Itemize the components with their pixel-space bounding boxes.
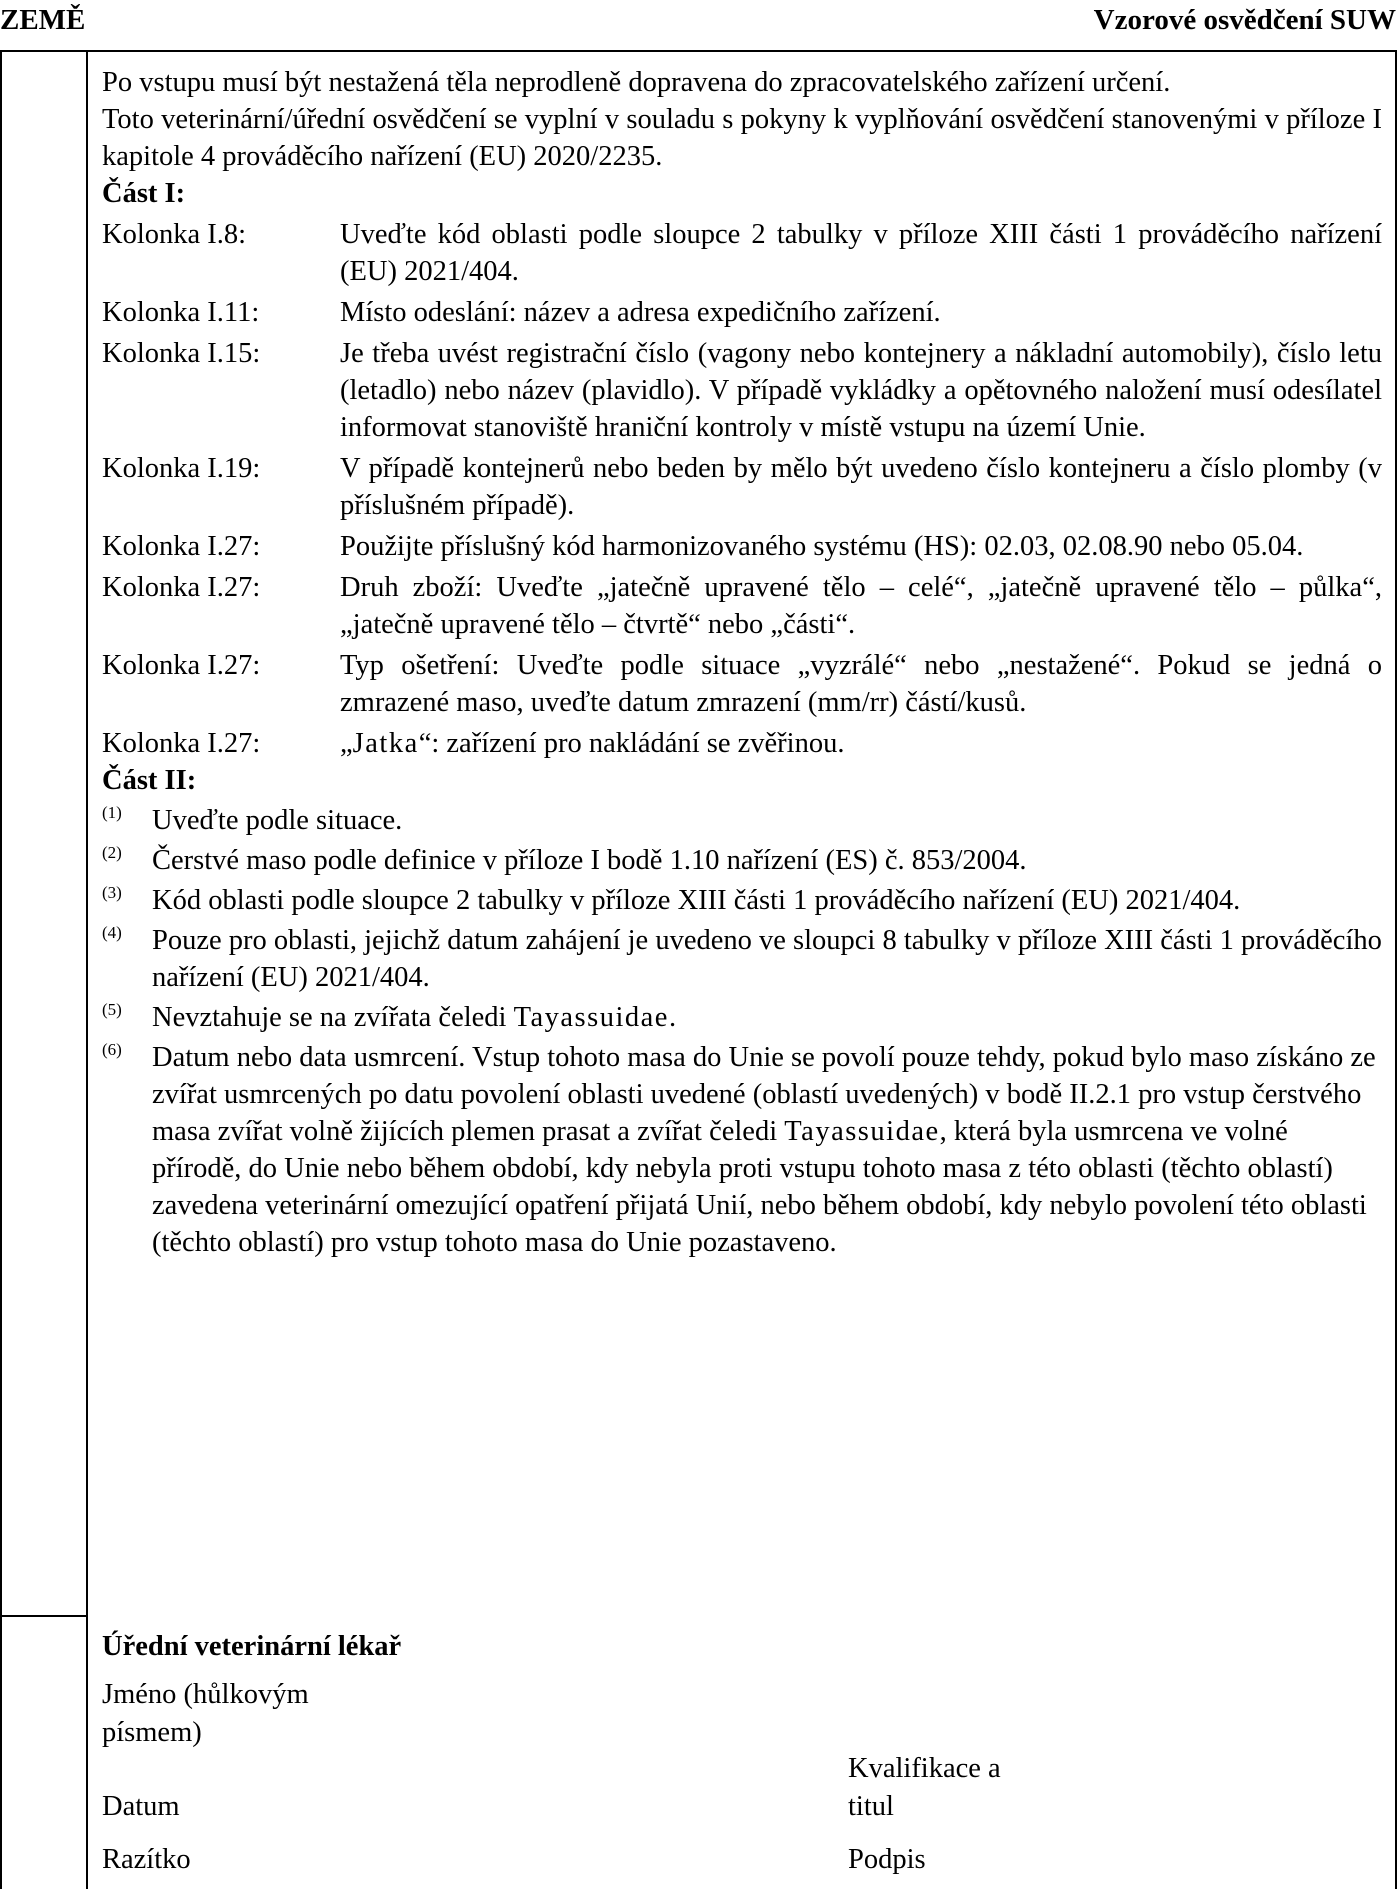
row-text-post: “: zařízení pro nakládání se zvěřinou.	[418, 728, 845, 759]
header-country: ZEMĚ	[0, 4, 86, 36]
footnote-text: Pouze pro oblasti, jejichž datum zahájení je uvedeno ve sloupci 8 tabulky v příloze XIII části 1 prováděcího nařízení (EU) 2021/404.	[152, 925, 1382, 993]
row-text: Typ ošetření: Uveďte podle situace „vyzrálé“ nebo „nestažené“. Pokud se jedná o zmrazené maso, uveďte datum zmrazení (mm/rr) částí/kusů.	[340, 650, 1382, 718]
part1-row	[102, 335, 1382, 446]
part1-row	[102, 725, 1382, 762]
row-label: Kolonka I.27:	[102, 531, 261, 562]
row-text: V případě kontejnerů nebo beden by mělo být uvedeno číslo kontejneru a číslo plomby (v příslušném případě).	[340, 453, 1382, 521]
footnote	[102, 802, 1382, 839]
footnote-text-pre: Nevztahuje se na zvířata čeledi	[152, 1002, 514, 1033]
row-text: Je třeba uvést registrační číslo (vagony nebo kontejnery a nákladní automobily), číslo letu (letadlo) nebo název (plavidlo). V případě vykládky a opětovného naložení musí odesílatel informovat stanoviště hraniční kontroly v místě vstupu na území Unie.	[340, 338, 1382, 443]
footnote	[102, 1039, 1382, 1261]
qualification-field-label: Kvalifikace a titul	[848, 1753, 1001, 1822]
intro-line-2: Toto veterinární/úřední osvědčení se vyplní v souladu s pokyny k vyplňování osvědčení stanovenými v příloze I kapitole 4 prováděcího nařízení (EU) 2020/2235.	[102, 104, 1382, 172]
footnote	[102, 842, 1382, 879]
row-text: Místo odeslání: název a adresa expedičního zařízení.	[340, 297, 941, 328]
footnote-text	[152, 999, 1382, 1036]
footnote-mark: (6)	[102, 1040, 122, 1059]
footnote-text: Čerstvé maso podle definice v příloze I bodě 1.10 nařízení (ES) č. 853/2004.	[152, 845, 1027, 876]
row-label: Kolonka I.27:	[102, 650, 261, 681]
footnote-text: Uveďte podle situace.	[152, 805, 403, 836]
section-divider	[0, 1615, 88, 1617]
row-text: Druh zboží: Uveďte „jatečně upravené tělo – celé“, „jatečně upravené tělo – půlka“, „jatečně upravené tělo – čtvrtě“ nebo „části“.	[340, 572, 1382, 640]
footnote-text: Kód oblasti podle sloupce 2 tabulky v příloze XIII části 1 prováděcího nařízení (EU) 2021/404.	[152, 885, 1241, 916]
signature-block	[102, 1628, 1382, 1875]
footnote-text-b: , která byla usmrcena ve volné přírodě, do Unie nebo během období, kdy nebyla proti vstupu tohoto masa z této oblasti (těchto oblastí) zavedena veterinární omezující opatření přijatá Unií, nebo během období, kdy nebylo povolení této oblasti (těchto oblastí) pro vstup tohoto masa do Unie pozastaveno.	[152, 1116, 1367, 1258]
part1-row	[102, 647, 1382, 721]
footnote-mark: (4)	[102, 923, 122, 942]
part1-row	[102, 569, 1382, 643]
footnote-mark: (5)	[102, 1000, 122, 1019]
signature-field-label: Podpis	[848, 1844, 926, 1875]
row-text: Použijte příslušný kód harmonizovaného systému (HS): 02.03, 02.08.90 nebo 05.04.	[340, 531, 1304, 562]
part1-row	[102, 450, 1382, 524]
official-vet-title: Úřední veterinární lékař	[102, 1631, 402, 1662]
footnote-mark: (2)	[102, 843, 122, 862]
name-field-label: Jméno (hůlkovým písmem)	[102, 1679, 309, 1748]
row-text-spaced: Jatka	[352, 728, 419, 759]
footnote	[102, 882, 1382, 919]
part1-heading: Část I:	[102, 178, 186, 209]
row-label: Kolonka I.8:	[102, 219, 247, 250]
row-text-pre: „	[340, 728, 353, 759]
part1-row	[102, 216, 1382, 290]
stamp-field-label: Razítko	[102, 1844, 191, 1875]
footnote-text-spaced: Tayassuidae	[513, 1002, 669, 1033]
row-label: Kolonka I.27:	[102, 572, 261, 603]
notes-content	[102, 64, 1382, 1261]
footnote-mark: (1)	[102, 803, 122, 822]
footnote-text-a: Datum nebo data usmrcení. Vstup tohoto masa do Unie se povolí pouze tehdy, pokud bylo maso získáno ze zvířat usmrcených po datu povolení oblasti uvedené (oblastí uvedených) v bodě II.2.1 pro vstup čerstvého masa zvířat volně žijících plemen prasat a zvířat čeledi	[152, 1042, 1376, 1147]
row-label: Kolonka I.27:	[102, 728, 261, 759]
footnote-text	[152, 1039, 1382, 1261]
part1-row	[102, 528, 1382, 565]
footnote	[102, 922, 1382, 996]
footnote	[102, 999, 1382, 1036]
part1-row	[102, 294, 1382, 331]
footnote-text-post: .	[668, 1002, 677, 1033]
row-text: Uveďte kód oblasti podle sloupce 2 tabulky v příloze XIII části 1 prováděcího nařízení (EU) 2021/404.	[340, 219, 1382, 287]
footnote-text-spaced: Tayassuidae	[784, 1116, 940, 1147]
row-label: Kolonka I.11:	[102, 297, 260, 328]
column-divider	[86, 50, 88, 1889]
intro-line-1: Po vstupu musí být nestažená těla neprodleně dopravena do zpracovatelského zařízení určení.	[102, 67, 1171, 98]
row-label: Kolonka I.15:	[102, 338, 261, 369]
date-field-label: Datum	[102, 1791, 180, 1822]
row-label: Kolonka I.19:	[102, 453, 261, 484]
footnote-mark: (3)	[102, 883, 122, 902]
part2-heading: Část II:	[102, 765, 197, 796]
row-text	[340, 725, 1382, 762]
header-certificate-title: Vzorové osvědčení SUW	[1093, 4, 1396, 36]
